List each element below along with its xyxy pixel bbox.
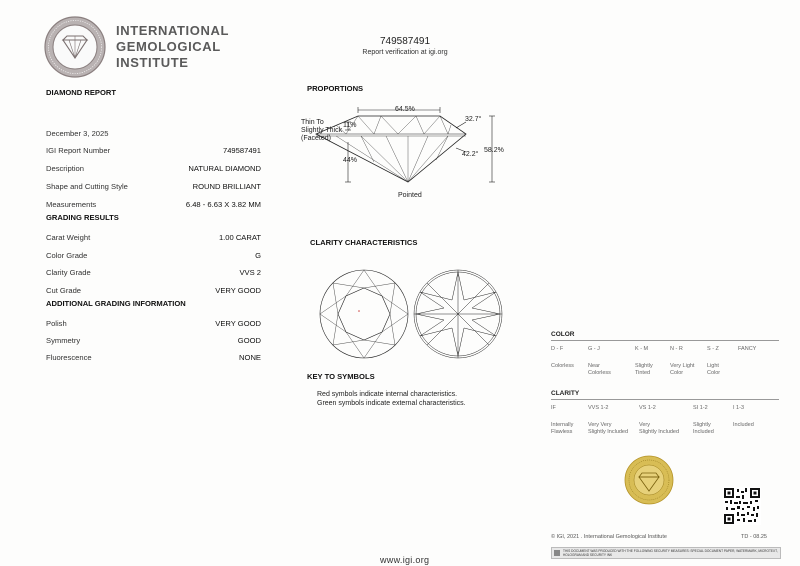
org-name-line1: INTERNATIONAL bbox=[116, 23, 229, 38]
scale-grade: VS 1-2 bbox=[639, 405, 656, 411]
row-value: G bbox=[255, 250, 261, 260]
scale-grade: I 1-3 bbox=[733, 405, 745, 411]
girdle-desc-line: Thin To bbox=[301, 119, 324, 126]
security-note: THIS DOCUMENT WAS PRODUCED WITH THE FOLLOWING SECURITY MEASURES: SPECIAL DOCUMENT PAPER, WATERMARK, MICROTEXT, HOLOGRAM AND SECURITY INK bbox=[563, 549, 778, 557]
row-label: Color Grade bbox=[46, 250, 88, 260]
org-name-line2: GEMOLOGICAL bbox=[116, 39, 221, 54]
igi-logo bbox=[44, 16, 106, 78]
divider bbox=[551, 399, 779, 400]
girdle-desc bbox=[301, 119, 342, 143]
copyright: © IGI, 2021 . International Gemological Institute bbox=[551, 534, 667, 540]
scale-description-line: Tinted bbox=[635, 370, 651, 376]
scale-description-line: Color bbox=[670, 370, 684, 376]
verification-text: Report verification at igi.org bbox=[362, 49, 448, 56]
scale-description bbox=[707, 363, 720, 377]
scale-description bbox=[588, 422, 628, 436]
key-line-red: Red symbols indicate internal characteristics. bbox=[317, 391, 458, 398]
scale-description-line: Colorless bbox=[588, 370, 611, 376]
color-scale-title: COLOR bbox=[551, 331, 575, 338]
pavilion-pct: 44% bbox=[343, 157, 358, 164]
row-value: GOOD bbox=[237, 336, 261, 345]
table-row bbox=[46, 268, 261, 286]
scale-description bbox=[635, 363, 653, 377]
scale-grade: N - R bbox=[670, 346, 683, 352]
proportions-title: PROPORTIONS bbox=[307, 84, 364, 93]
scale-description-line: Slightly bbox=[693, 422, 711, 428]
proportions-diagram bbox=[296, 100, 516, 205]
clarity-scale-title: CLARITY bbox=[551, 390, 580, 397]
scale-description bbox=[639, 422, 679, 436]
scale-description-line: Slightly bbox=[635, 363, 653, 369]
document-code: TD - 08.25 bbox=[741, 534, 767, 540]
website: www.igi.org bbox=[380, 555, 430, 565]
scale-description bbox=[588, 363, 611, 377]
girdle-pct: 11% bbox=[343, 122, 357, 129]
scale-description-line: Very Very bbox=[588, 422, 612, 428]
scale-description bbox=[551, 422, 573, 436]
security-icon bbox=[554, 550, 560, 556]
additional-grading-title: ADDITIONAL GRADING INFORMATION bbox=[46, 299, 186, 308]
row-value: VVS 2 bbox=[239, 268, 261, 277]
table-row bbox=[46, 353, 261, 370]
key-line-green: Green symbols indicate external characteristics. bbox=[317, 400, 466, 407]
row-label: Shape and Cutting Style bbox=[46, 182, 128, 191]
scale-description-line: Very bbox=[639, 422, 651, 428]
table-row bbox=[46, 146, 261, 164]
row-value: 6.48 - 6.63 X 3.82 MM bbox=[185, 200, 261, 209]
girdle-desc-line: (Faceted) bbox=[301, 135, 331, 142]
scale-description bbox=[733, 422, 754, 429]
scale-grade: IF bbox=[551, 405, 556, 411]
scale-description-line: Included bbox=[733, 422, 754, 428]
row-value: 1.00 CARAT bbox=[218, 233, 261, 242]
scale-description-line: Near bbox=[588, 363, 600, 369]
security-note-bar bbox=[551, 547, 781, 559]
row-label: Clarity Grade bbox=[46, 268, 91, 277]
scale-description bbox=[551, 363, 574, 370]
qr-code bbox=[723, 487, 761, 525]
pavilion-angle: 42.2° bbox=[462, 151, 479, 158]
culet: Pointed bbox=[398, 192, 422, 199]
scale-description bbox=[693, 422, 714, 436]
row-label: Polish bbox=[46, 319, 67, 328]
row-label: Measurements bbox=[46, 200, 97, 209]
scale-description-line: Light bbox=[707, 363, 719, 369]
key-text bbox=[317, 390, 466, 408]
grading-results-title: GRADING RESULTS bbox=[46, 213, 119, 222]
scale-description-line: Internally bbox=[551, 422, 574, 428]
scale-description-line: Slightly Included bbox=[639, 429, 680, 435]
scale-description bbox=[670, 363, 694, 377]
table-row bbox=[46, 164, 261, 182]
scale-description-line: Flawless bbox=[551, 429, 573, 435]
row-value: 749587491 bbox=[222, 146, 261, 155]
scale-grade: S - Z bbox=[707, 346, 719, 352]
table-row bbox=[46, 233, 261, 251]
scale-description-line: Color bbox=[707, 370, 721, 376]
row-value: VERY GOOD bbox=[215, 285, 261, 295]
girdle-desc-line: Slightly Thick bbox=[301, 127, 343, 134]
table-row bbox=[46, 182, 261, 200]
pavilion-plot-diagram bbox=[412, 268, 504, 360]
row-value: ROUND BRILLIANT bbox=[192, 182, 261, 191]
crown-plot-diagram bbox=[318, 268, 410, 360]
depth-pct: 58.2% bbox=[484, 147, 504, 154]
report-type: DIAMOND REPORT bbox=[46, 88, 117, 97]
report-date: December 3, 2025 bbox=[46, 129, 109, 138]
scale-grade: VVS 1-2 bbox=[588, 405, 609, 411]
clarity-characteristics-title: CLARITY CHARACTERISTICS bbox=[310, 238, 418, 247]
key-to-symbols-title: KEY TO SYMBOLS bbox=[307, 372, 375, 381]
row-label: Carat Weight bbox=[46, 233, 91, 242]
table-row bbox=[46, 319, 261, 336]
row-label: Symmetry bbox=[46, 336, 81, 345]
report-number-header: 749587491 bbox=[379, 36, 431, 47]
crown-angle: 32.7° bbox=[465, 116, 482, 123]
row-value: VERY GOOD bbox=[215, 319, 261, 328]
org-name-line3: INSTITUTE bbox=[116, 55, 189, 70]
scale-description-line: Included bbox=[693, 429, 714, 435]
table-pct: 64.5% bbox=[395, 106, 415, 113]
row-label: Fluorescence bbox=[46, 353, 92, 362]
scale-description-line: Very Light bbox=[670, 363, 695, 369]
scale-grade: FANCY bbox=[738, 346, 757, 352]
scale-description-line: Slightly Included bbox=[588, 429, 629, 435]
row-value: NATURAL DIAMOND bbox=[188, 164, 261, 173]
table-row bbox=[46, 336, 261, 353]
table-row bbox=[46, 251, 261, 269]
scale-grade: D - F bbox=[551, 346, 564, 352]
row-label: Cut Grade bbox=[46, 285, 82, 295]
gold-seal bbox=[624, 455, 674, 505]
divider bbox=[551, 340, 779, 341]
scale-description-line: Colorless bbox=[551, 363, 574, 369]
scale-grade: SI 1-2 bbox=[693, 405, 708, 411]
scale-grade: G - J bbox=[588, 346, 600, 352]
row-label: IGI Report Number bbox=[46, 146, 111, 155]
row-value: NONE bbox=[239, 353, 261, 362]
scale-grade: K - M bbox=[635, 346, 649, 352]
row-label: Description bbox=[46, 164, 84, 173]
